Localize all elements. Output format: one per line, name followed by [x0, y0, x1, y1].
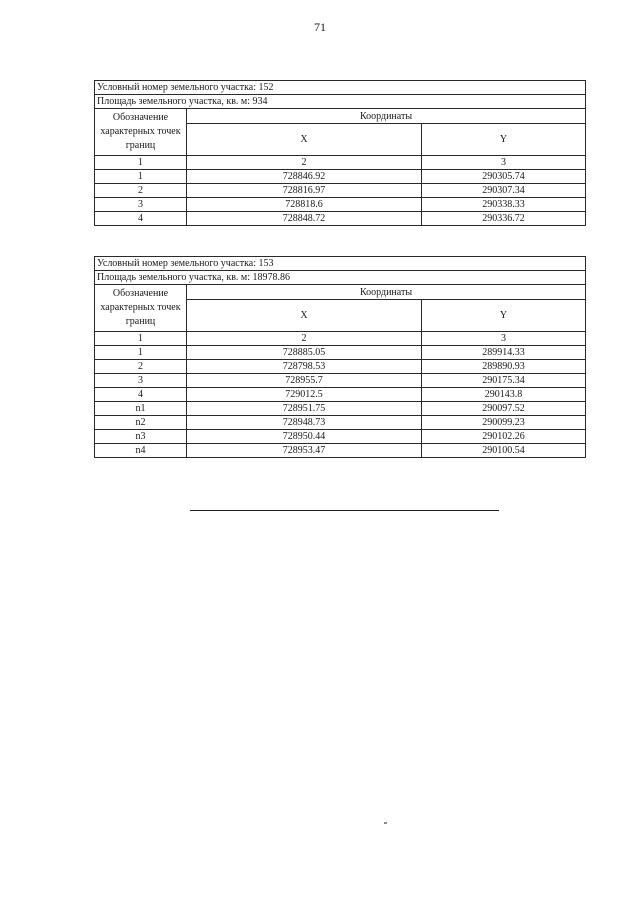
y-cell: 290143.8	[422, 388, 586, 402]
y-cell: 290305.74	[422, 170, 586, 184]
parcel-number: Условный номер земельного участка: 152	[95, 81, 586, 95]
point-cell: 3	[95, 198, 187, 212]
y-cell: 290102.26	[422, 430, 586, 444]
column-index-row	[95, 332, 586, 346]
point-cell: n1	[95, 402, 187, 416]
y-header: Y	[422, 124, 586, 156]
point-cell: 1	[95, 346, 187, 360]
parcel-table	[94, 256, 586, 458]
parcel-number: Условный номер земельного участка: 153	[95, 257, 586, 271]
x-cell: 728950.44	[187, 430, 422, 444]
column-index: 3	[422, 156, 586, 170]
point-cell: 1	[95, 170, 187, 184]
x-cell: 728846.92	[187, 170, 422, 184]
point-cell: 4	[95, 212, 187, 226]
y-cell: 290338.33	[422, 198, 586, 212]
y-cell: 290099.23	[422, 416, 586, 430]
point-cell: 2	[95, 360, 187, 374]
parcel-table	[94, 80, 586, 226]
x-cell: 728798.53	[187, 360, 422, 374]
y-cell: 290100.54	[422, 444, 586, 458]
coordinates-header: Координаты	[187, 109, 586, 124]
footer-separator	[190, 510, 499, 511]
x-cell: 728955.7	[187, 374, 422, 388]
points-header: Обозначение характерных точек границ	[95, 109, 187, 156]
table-row	[95, 346, 586, 360]
parcel-area: Площадь земельного участка, кв. м: 18978.86	[95, 271, 586, 285]
scan-speck	[384, 822, 387, 824]
column-index: 2	[187, 156, 422, 170]
x-cell: 728953.47	[187, 444, 422, 458]
point-cell: n2	[95, 416, 187, 430]
point-cell: 4	[95, 388, 187, 402]
table-row	[95, 402, 586, 416]
y-cell: 290175.34	[422, 374, 586, 388]
point-cell: n4	[95, 444, 187, 458]
x-cell: 729012.5	[187, 388, 422, 402]
table-row	[95, 374, 586, 388]
x-cell: 728951.75	[187, 402, 422, 416]
page-number: 71	[314, 20, 326, 34]
point-cell: n3	[95, 430, 187, 444]
table-row	[95, 212, 586, 226]
table-row	[95, 360, 586, 374]
points-header: Обозначение характерных точек границ	[95, 285, 187, 332]
table-row	[95, 444, 586, 458]
y-header: Y	[422, 300, 586, 332]
y-cell: 290336.72	[422, 212, 586, 226]
x-cell: 728816.97	[187, 184, 422, 198]
column-index: 1	[95, 332, 187, 346]
column-index: 3	[422, 332, 586, 346]
y-cell: 290097.52	[422, 402, 586, 416]
point-cell: 3	[95, 374, 187, 388]
y-cell: 289914.33	[422, 346, 586, 360]
point-cell: 2	[95, 184, 187, 198]
parcel-area: Площадь земельного участка, кв. м: 934	[95, 95, 586, 109]
y-cell: 289890.93	[422, 360, 586, 374]
table-row	[95, 184, 586, 198]
table-row	[95, 416, 586, 430]
coordinates-header: Координаты	[187, 285, 586, 300]
x-cell: 728848.72	[187, 212, 422, 226]
x-cell: 728818.6	[187, 198, 422, 212]
column-index: 1	[95, 156, 187, 170]
table-row	[95, 430, 586, 444]
column-index-row	[95, 156, 586, 170]
x-cell: 728885.05	[187, 346, 422, 360]
x-cell: 728948.73	[187, 416, 422, 430]
x-header: X	[187, 300, 422, 332]
table-row	[95, 170, 586, 184]
x-header: X	[187, 124, 422, 156]
column-index: 2	[187, 332, 422, 346]
table-row	[95, 388, 586, 402]
y-cell: 290307.34	[422, 184, 586, 198]
table-row	[95, 198, 586, 212]
